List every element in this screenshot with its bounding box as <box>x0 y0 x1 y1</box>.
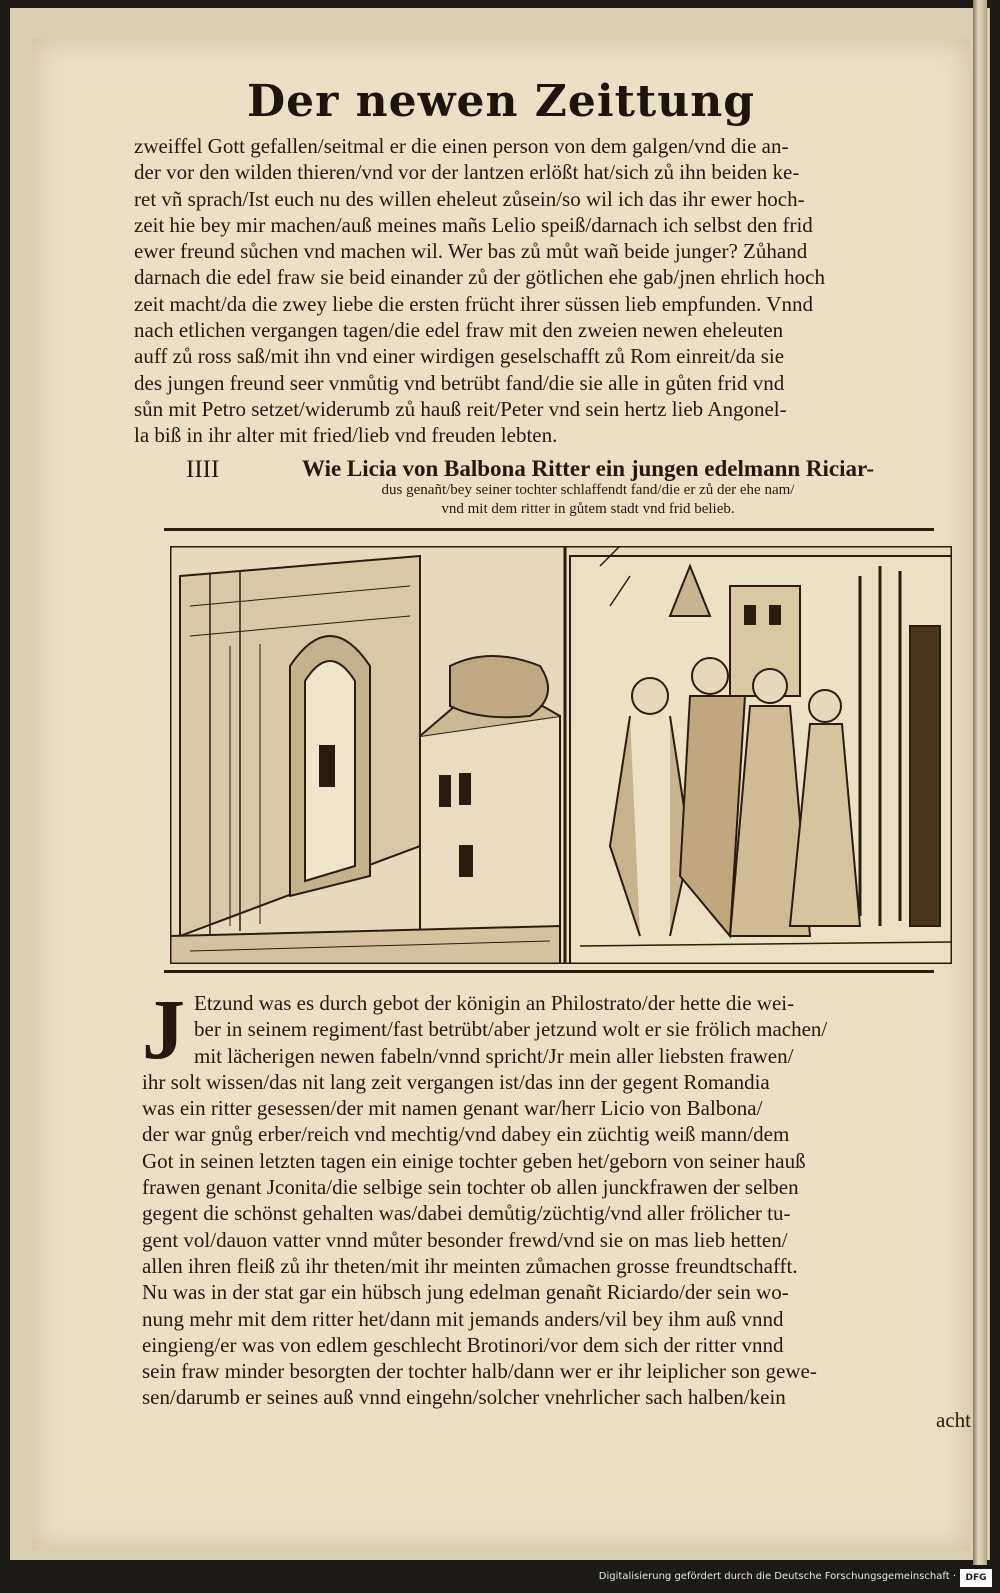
paragraph-1 <box>134 133 964 449</box>
book-page <box>32 38 970 1550</box>
funding-credit: Digitalisierung gefördert durch die Deutsche Forschungsgemeinschaft · <box>598 1571 956 1582</box>
text-line: Etzund was es durch gebot der königin an Philostrato/der hette die wei- <box>194 991 795 1015</box>
text-line: sen/darumb er seines auß vnnd eingehn/solcher vnehrlicher sach halben/kein <box>142 1385 786 1410</box>
text-line: eingieng/er was von edlem geschlecht Brotinori/vor dem sich der ritter vnnd <box>142 1332 784 1357</box>
text-line: sein fraw minder besorgten der tochter halb/dann wer er ihr leiplicher son gewe- <box>142 1359 817 1384</box>
text-line: gent vol/dauon vatter vnnd můter besonder frewd/vnd sie on mas lieb hetten/ <box>142 1227 788 1252</box>
text-line: ret vñ sprach/Ist euch nu des willen eheleut zůsein/so wil ich das ihr ewer hoch- <box>134 186 805 211</box>
text-line: nung mehr mit dem ritter het/dann mit jemands anders/vil bey ihm auß vnnd <box>142 1306 784 1331</box>
text-line: darnach die edel fraw sie beid einander zů der götlichen ehe gab/jnen ehrlich hoch <box>134 265 825 290</box>
rule-bottom <box>164 970 934 973</box>
text-line: der war gnůg erber/reich vnd mechtig/vnd dabey ein züchtig weiß mann/dem <box>142 1122 790 1147</box>
chapter-heading <box>248 456 928 519</box>
woodcut-right-panel <box>570 546 952 964</box>
page-header: Der newen Zeittung <box>246 76 756 127</box>
text-line: sůn mit Petro setzet/widerumb zů hauß reit/Peter vnd sein hertz lieb Angonel- <box>134 396 787 421</box>
text-line: zeit macht/da die zwey liebe die ersten frücht ihrer süssen lieb empfunden. Vnnd <box>134 291 813 316</box>
chapter-heading-line: vnd mit dem ritter in gůtem stadt vnd frid belieb. <box>441 501 735 517</box>
text-line: allen ihren fleiß zů ihr theten/mit ihr meinten zůmachen grosse freundtschafft. <box>142 1253 798 1278</box>
woodcut-illustration <box>170 546 952 964</box>
text-line: ihr solt wissen/das nit lang zeit vergangen ist/das inn der gegent Romandia <box>142 1069 770 1094</box>
text-line: zweiffel Gott gefallen/seitmal er die einen person von dem galgen/vnd die an- <box>134 134 789 158</box>
text-line: nach etlichen vergangen tagen/die edel fraw mit den zweien newen eheleuten <box>134 318 784 343</box>
text-line: Got in seinen letzten tagen ein einige tochter geben het/geborn von seiner hauß <box>142 1148 806 1173</box>
footer-bar <box>0 1565 1000 1593</box>
chapter-heading-line: Wie Licia von Balbona Ritter ein jungen edelmann Riciar- <box>301 456 875 481</box>
text-line: ewer freund sůchen vnd machen wil. Wer bas zů můt wañ beide junger? Zůhand <box>134 239 808 264</box>
catchword: acht <box>936 1408 971 1432</box>
text-line: la biß in ihr alter mit fried/lieb vnd freuden lebten. <box>134 423 558 448</box>
text-line: auff zů ross saß/mit ihn vnd einer wirdigen geselschafft zů Rom einreit/da sie <box>134 344 785 369</box>
text-line: mit lächerigen newen fabeln/vnnd spricht/Jr mein aller liebsten frawen/ <box>194 1043 794 1068</box>
chapter-heading-line: dus genañt/bey seiner tochter schlaffendt fand/die er zů der ehe nam/ <box>381 482 795 498</box>
dfg-logo: DFG <box>960 1569 992 1587</box>
text-line: zeit hie bey mir machen/auß meines mañs Lelio speiß/darnach ich selbst den frid <box>134 212 813 237</box>
text-line: des jungen freund seer vnmůtig vnd betrübt fand/die sie alle in gůten frid vnd <box>134 370 785 395</box>
drop-initial: J <box>142 981 185 1077</box>
paragraph-2 <box>142 981 982 1411</box>
chapter-number: IIII <box>186 456 220 483</box>
text-line: was ein ritter gesessen/der mit namen genant war/herr Licio von Balbona/ <box>142 1096 763 1121</box>
text-line: Nu was in der stat gar ein hübsch jung edelman genañt Riciardo/der sein wo- <box>142 1280 789 1305</box>
rule-top <box>164 528 934 531</box>
text-line: gegent die schönst gehalten was/dabei demůtig/züchtig/vnd aller frölicher tu- <box>142 1201 791 1226</box>
text-line: der vor den wilden thieren/vnd vor der lantzen erlößt hat/sich zů ihn beiden ke- <box>134 160 800 185</box>
text-line: ber in seinem regiment/fast betrübt/aber jetzund wolt er sie frölich machen/ <box>194 1017 828 1042</box>
text-line: frawen genant Jconita/die selbige sein tochter ob allen junckfrawen der selben <box>142 1175 799 1200</box>
